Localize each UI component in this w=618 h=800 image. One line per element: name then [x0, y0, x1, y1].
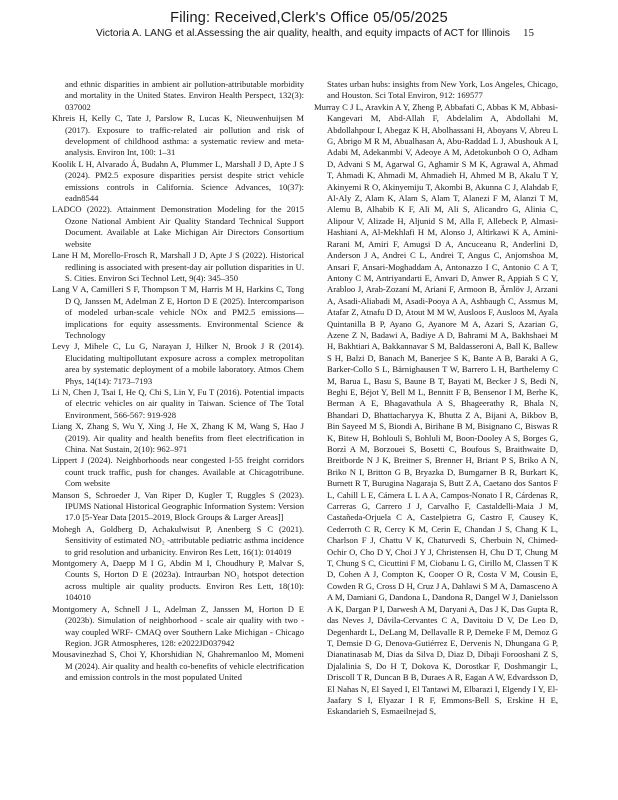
reference-continuation: States urban hubs: insights from New York, Los Angeles, Chicago, and Houston. Sci Total Environ, 912: 169577 — [327, 79, 558, 101]
reference-entry: Montgomery A, Daepp M I G, Abdin M I, Choudhury P, Malvar S, Counts S, Horton D E (2023a). Intraurban NO₂ hotspot detection across multiple air quality products. Environ Res Lett, 18(10): 104010 — [52, 558, 304, 603]
reference-entry: Mohegh A, Goldberg D, Achakulwisut P, Anenberg S C (2021). Sensitivity of estimated NO₂ -attributable pediatric asthma incidence to grid resolution and urbanicity. Environ Res Lett, 16(1): 014019 — [52, 523, 304, 557]
reference-entry: Montgomery A, Schnell J L, Adelman Z, Janssen M, Horton D E (2023b). Simulation of neighborhood - scale air quality with two - way coupled WRF- CMAQ over Southern Lake Michigan - Chicago Region. JGR Atmospheres, 128: e2022JD037942 — [52, 603, 304, 648]
running-header — [0, 27, 618, 41]
reference-entry: Lane H M, Morello-Frosch R, Marshall J D, Apte J S (2022). Historical redlining is associated with present-day air pollution disparities in U. S. Cities. Environ Sci Technol Lett, 9(4): 345–350 — [52, 250, 304, 283]
right-column — [314, 79, 558, 718]
reference-entry: Murray C J L, Aravkin A Y, Zheng P, Abbafati C, Abbas K M, Abbasi-Kangevari M, Abd-Allah F, Abdelalim A, Abdollahi M, Abdollahpour I, Abegaz K H, Abolhassani H, Aboyans V, Abreu L G, Abrigo M R M, Abualhasan A, Abu-Raddad L J, Abushouk A I, Adabi M, Adekanmbi V, Adeoye A M, Adetokunboh O O, Adham D, Advani S M, Agarwal G, Aghamir S M K, Agrawal A, Ahmad T, Ahmadi K, Ahmadi M, Ahmadieh H, Ahmed M B, Akalu T Y, Akinyemi R O, Akinyemiju T, Akombi B, Akunna C J, Alahdab F, Al-Aly Z, Alam K, Alam S, Alam T, Alanezi F M, Alanzi T M, Alemu B, Alhabib K F, Ali M, Ali S, Alicandro G, Alinia C, Alipour V, Alizade H, Aljunid S M, Alla F, Allebeck P, Almasi-Hashiani A, Al-Mekhlafi H M, Alonso J, Altirkawi K A, Amini-Rarani M, Amiri F, Amugsi D A, Ancuceanu R, Anderlini D, Anderson J A, Andrei C L, Andrei T, Angus C, Anjomshoa M, Ansari F, Ansari-Moghaddam A, Antonazzo I C, Antonio C A T, Antony C M, Antriyandarti E, Anvari D, Anwer R, Appiah S C Y, Arabloo J, Arab-Zozani M, Ariani F, Armoon B, Ärnlöv J, Arzani A, Asadi-Aliabadi M, Asadi-Pooya A A, Ashbaugh C, Assmus M, Atafar Z, Atnafu D D, Atout M M W, Ausloos F, Ausloos M, Ayala Quintanilla B P, Ayano G, Ayanore M A, Azari S, Azarian G, Azene Z N, Badawi A, Badiye A D, Bahrami M A, Bakhshaei M H, Bakhtiari A, Bakkannavar S M, Baldasseroni A, Ball K, Ballew S H, Balzi D, Banach M, Banerjee S K, Bante A B, Baraki A G, Barker-Collo S L, Bärnighausen T W, Barrero L H, Barthelemy C M, Barua L, Basu S, Baune B T, Bayati M, Becker J S, Bedi N, Beghi E, Béjot Y, Bell M L, Bennitt F B, Bensenor I M, Berhe K, Berman A E, Bhagavathula A S, Bhageerathy R, Bhala N, Bhandari D, Bhattacharyya K, Bhutta Z A, Bijani A, Bikbov B, Bin Sayeed M S, Biondi A, Birihane B M, Bisignano C, Biswas R K, Bitew H, Bohlouli S, Bohluli M, Boon-Dooley A S, Borges G, Borzì A M, Borzouei S, Bosetti C, Boufous S, Braithwaite D, Breitborde N J K, Breitner S, Brenner H, Briant P S, Briko A N, Briko N I, Britton G B, Bryazka D, Bumgarner B R, Burkart K, Burnett R T, Burugina Nagaraja S, Butt Z A, Caetano dos Santos F L, Cahill L E, Cámera L L A A, Campos-Nonato I R, Cárdenas R, Carreras G, Carrero J J, Carvalho F, Castaldelli-Maia J M, Castañeda-Orjuela C A, Castelpietra G, Castro F, Causey K, Cederroth C R, Cercy K M, Cerin E, Chandan J S, Chang K L, Charlson F J, Chattu V K, Chaturvedi S, Cherbuin N, Chimed-Ochir O, Cho D Y, Choi J Y J, Christensen H, Chu D T, Chung M T, Chung S C, Cicuttini F M, Ciobanu L G, Cirillo M, Classen T K D, Cohen A J, Compton K, Cooper O R, Costa V M, Cousin E, Cowden R G, Cross D H, Cruz J A, Dahlawi S M A, Damasceno A A M, Damiani G, Dandona L, Dandona R, Dangel W J, Danielsson A K, Dargan P I, Darwesh A M, Daryani A, Das J K, Das Gupta R, das Neves J, Dávila-Cervantes C A, Davitoiu D V, De Leo D, Degenhardt L, DeLang M, Dellavalle R P, Demeke F M, Demoz G T, Demsie D G, Denova-Gutiérrez E, Dervenis N, Dhungana G P, Dianatinasab M, Dias da Silva D, Diaz D, Dibaji Forooshani Z S, Djalalinia S, Do H T, Dokova K, Dorostkar F, Doshmangir L, Driscoll T R, Duncan B B, Duraes A R, Eagan A W, Edvardsson D, El Nahas N, El Sayed I, El Tantawi M, Elbarazi I, Elgendy I Y, El-Jaafary S I, Elyazar I R F, Emmons-Bell S, Erskine H E, Eskandarieh S, Esmaeilnejad S, — [314, 101, 558, 717]
reference-entry: Li N, Chen J, Tsai I, He Q, Chi S, Lin Y, Fu T (2016). Potential impacts of electric vehicles on air quality in Taiwan. Science of The Total Environment, 566-567: 919-928 — [52, 386, 304, 420]
reference-entry: Koolik L H, Alvarado Á, Budahn A, Plummer L, Marshall J D, Apte J S (2024). PM2.5 exposure disparities persist despite strict vehicle emissions controls in California. Science Advances, 10(37): eadn8544 — [52, 158, 304, 204]
left-column — [52, 79, 304, 684]
reference-entry: Liang X, Zhang S, Wu Y, Xing J, He X, Zhang K M, Wang S, Hao J (2019). Air quality and health benefits from fleet electrification in China. Nat Sustain, 2(10): 962–971 — [52, 421, 304, 454]
reference-entry: Manson S, Schroeder J, Van Riper D, Kugler T, Ruggles S (2023). IPUMS National Historical Geographic Information System: Version 17.0 [5-Year Data [2015–2019, Block Groups & Larger Areas]] — [52, 489, 304, 523]
page-number: 15 — [523, 27, 534, 39]
reference-entry: Lang V A, Camilleri S F, Thompson T M, Harris M H, Harkins C, Tong D Q, Janssen M, Adelman Z E, Horton D E (2025). Intercomparison of modeled urban-scale vehicle NOx and PM2.5 emissions—implications for equity assessments. Environmental Science & Technology — [52, 284, 304, 340]
reference-entry: LADCO (2022). Attainment Demonstration Modeling for the 2015 Ozone National Ambient Air Quality Standard Technical Support Document. Available at Lake Michigan Air Directors Consortium website — [52, 204, 304, 249]
filing-stamp: Filing: Received,Clerk's Office 05/05/2025 — [170, 10, 448, 26]
reference-entry: Khreis H, Kelly C, Tate J, Parslow R, Lucas K, Nieuwenhuijsen M (2017). Exposure to traffic-related air pollution and risk of development of childhood asthma: a systematic review and meta-analysis. Environ Int, 100: 1–31 — [52, 113, 304, 158]
running-title: Victoria A. LANG et al.Assessing the air quality, health, and equity impacts of ACT for Illinois — [96, 28, 510, 39]
reference-continuation: and ethnic disparities in ambient air pollution-attributable morbidity and mortality in the United States. Environ Health Perspect, 132(3): 037002 — [65, 79, 304, 112]
reference-entry: Levy J, Mihele C, Lu G, Narayan J, Hilker N, Brook J R (2014). Elucidating multipollutant exposure across a complex metropolitan area by systematic deployment of a mobile laboratory. Atmos Chem Phys, 14(14): 7173–7193 — [52, 341, 304, 386]
reference-entry: Mousavinezhad S, Choi Y, Khorshidian N, Ghahremanloo M, Momeni M (2024). Air quality and health co-benefits of vehicle electrification and emission controls in the most populated United — [52, 649, 304, 683]
reference-entry: Lippert J (2024). Neighborhoods near congested I-55 freight corridors count truck traffic, push for changes. Available at Chicagotribune. Com website — [52, 455, 304, 489]
